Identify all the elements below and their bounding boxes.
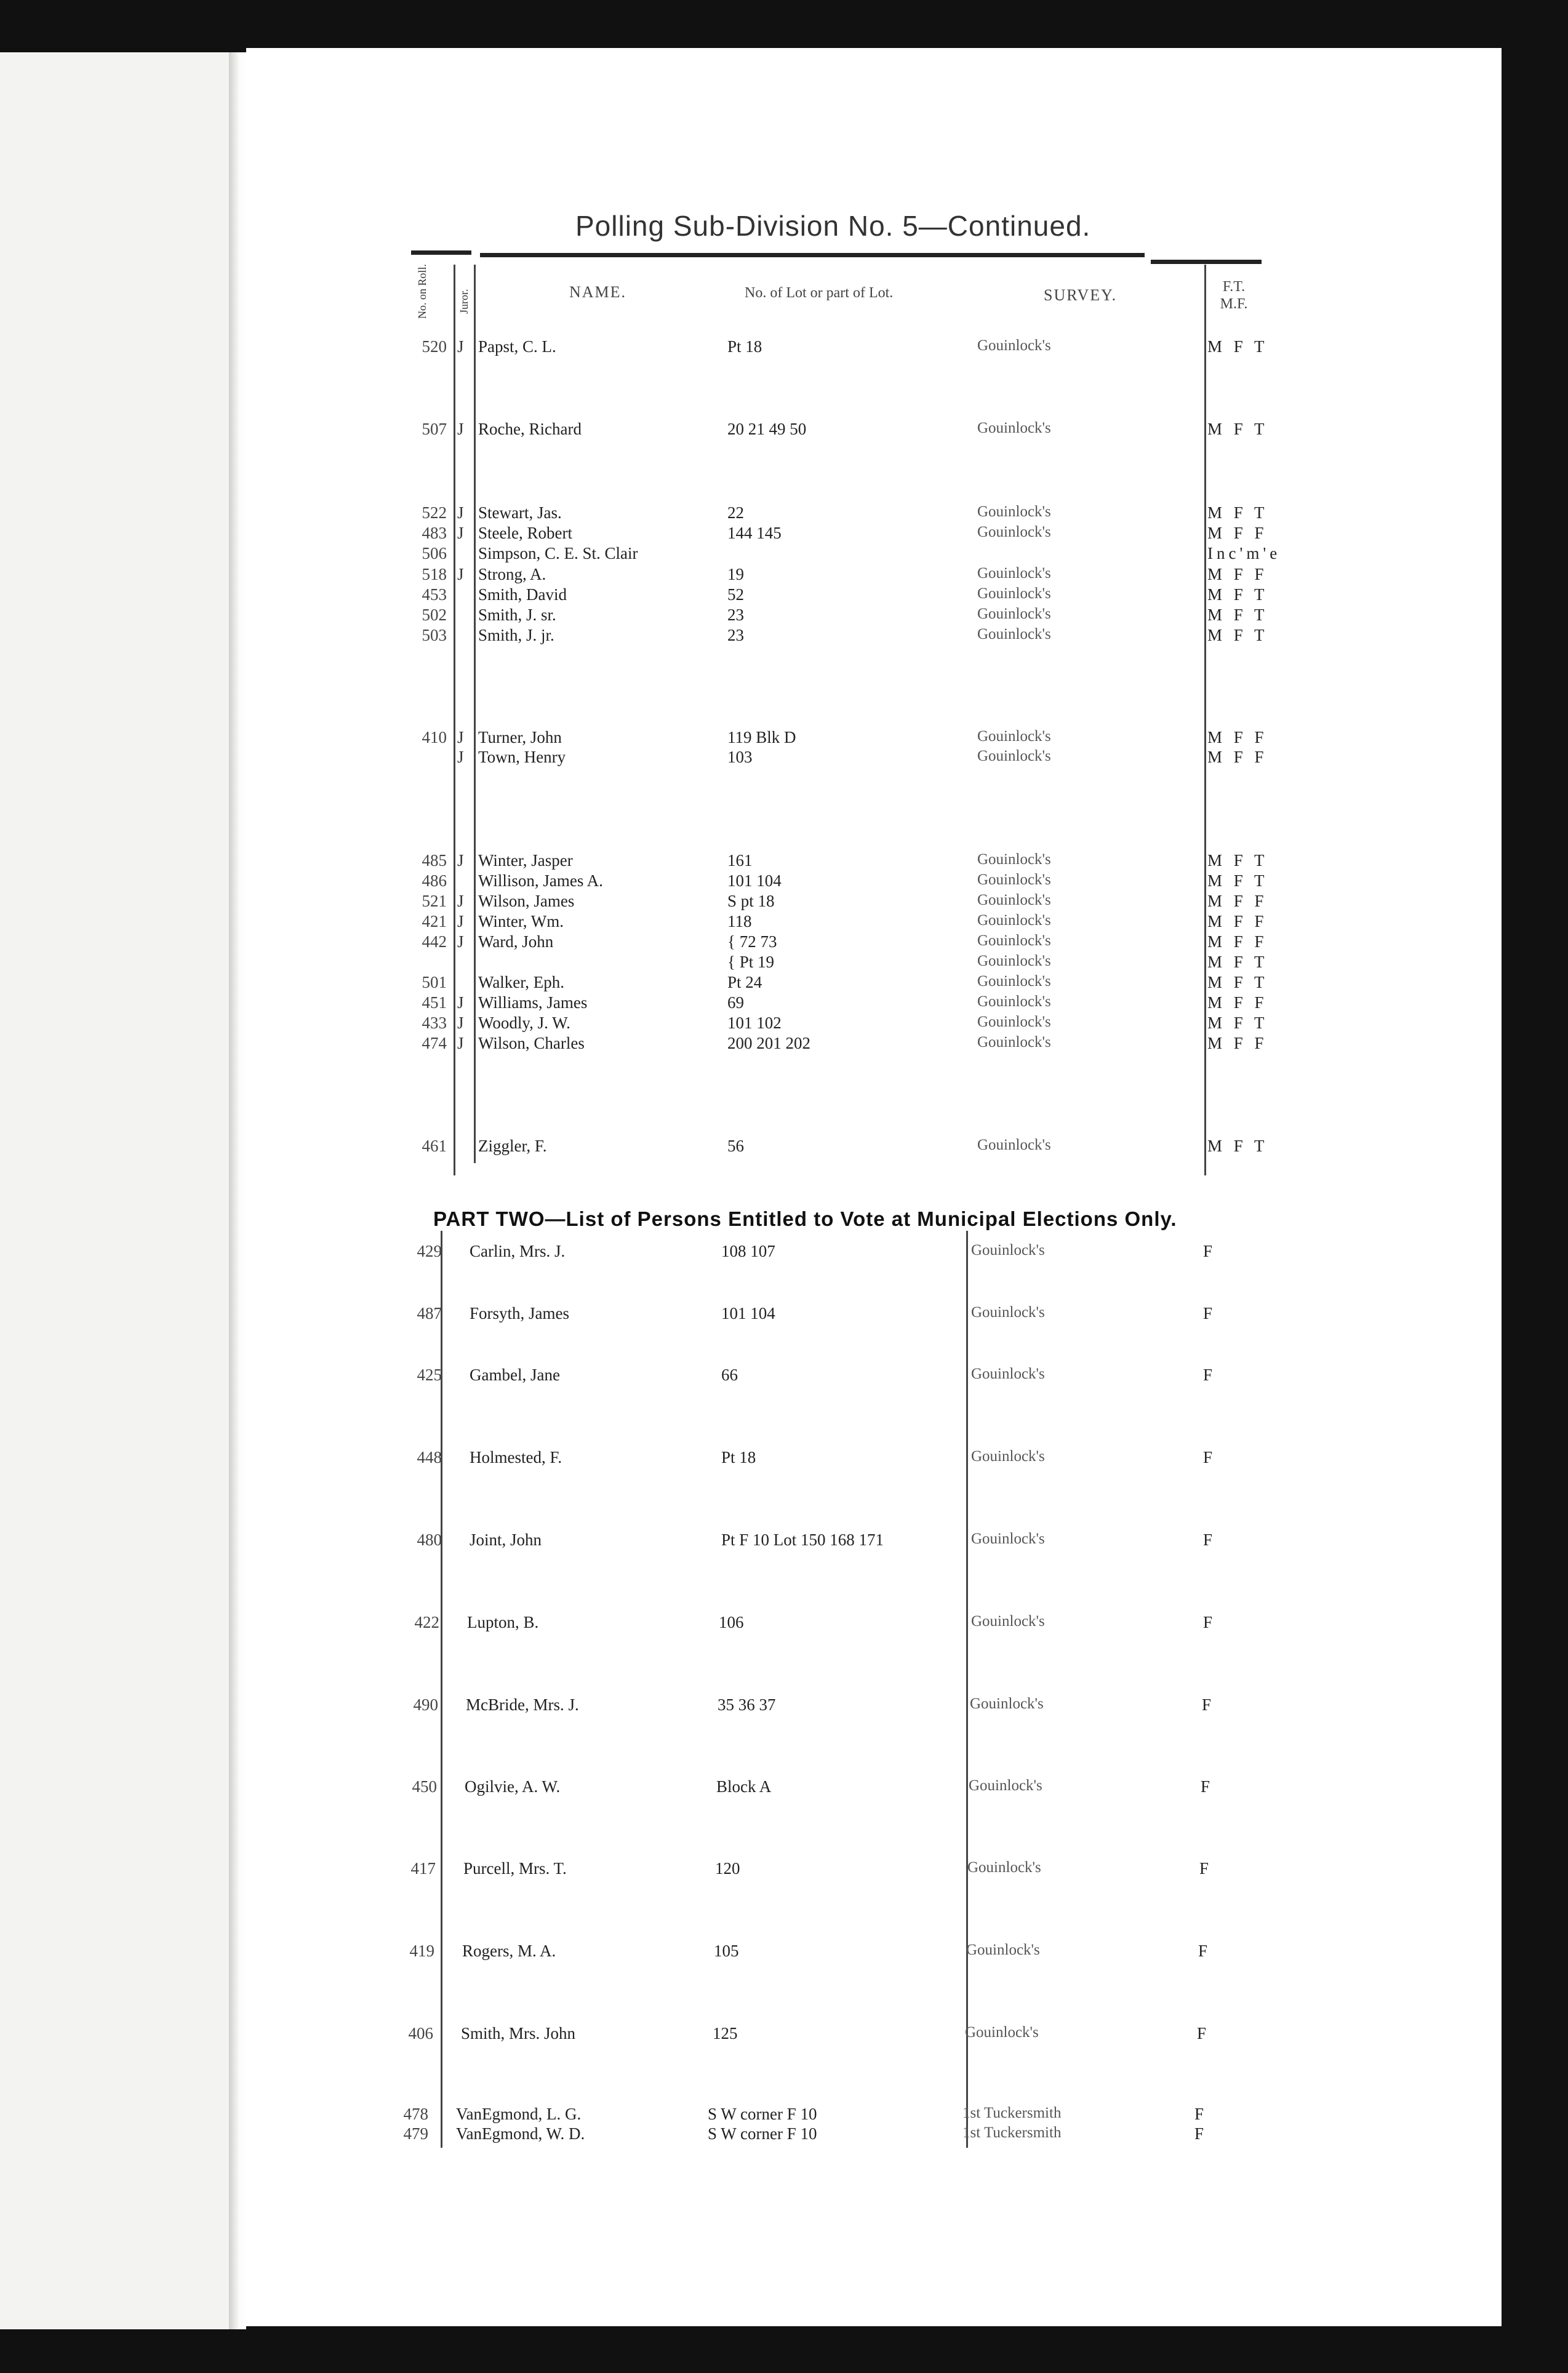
table-row	[0, 1777, 1568, 1799]
cell-lot: 101 104	[727, 871, 782, 890]
table-row	[0, 544, 1568, 566]
header-roll: No. on Roll.	[416, 263, 428, 319]
cell-roll: 480	[417, 1531, 442, 1549]
cell-roll: 506	[422, 544, 447, 562]
cell-ft: M F F	[1207, 892, 1268, 910]
cell-lot: Pt 18	[727, 337, 762, 356]
cell-lot: 120	[715, 1859, 740, 1878]
cell-roll: 417	[410, 1859, 436, 1878]
header-survey: SURVEY.	[1044, 286, 1118, 304]
cell-ft: M F F	[1207, 932, 1268, 951]
cell-name: Ogilvie, A. W.	[465, 1777, 561, 1796]
table-row	[0, 503, 1568, 526]
cell-juror: J	[457, 420, 464, 438]
cell-ft: M F F	[1207, 748, 1268, 766]
cell-ft: F	[1199, 1859, 1213, 1878]
cell-roll: 486	[422, 871, 447, 890]
cell-survey: Gouinlock's	[977, 932, 1051, 949]
cell-name: Wilson, Charles	[478, 1034, 585, 1052]
cell-ft: M F T	[1207, 1014, 1268, 1032]
cell-ft: F	[1203, 1242, 1217, 1260]
table-row	[0, 1242, 1568, 1264]
cell-ft: M F T	[1207, 973, 1268, 991]
cell-survey: Gouinlock's	[977, 565, 1051, 582]
cell-roll: 442	[422, 932, 447, 951]
table-row	[0, 2105, 1568, 2127]
cell-juror: J	[457, 728, 464, 746]
cell-juror: J	[457, 748, 464, 766]
cell-ft: M F T	[1207, 871, 1268, 890]
cell-lot: 23	[727, 626, 744, 644]
cell-roll: 421	[422, 912, 447, 930]
cell-name: Forsyth, James	[470, 1304, 569, 1323]
table-row	[0, 1695, 1568, 1718]
cell-lot: 105	[714, 1942, 739, 1960]
cell-lot: Block A	[716, 1777, 772, 1796]
table-row	[0, 748, 1568, 770]
cell-survey: Gouinlock's	[977, 973, 1051, 990]
cell-name: VanEgmond, W. D.	[456, 2124, 585, 2143]
cell-ft: M F T	[1207, 851, 1268, 870]
table-row	[0, 337, 1568, 359]
cell-roll: 406	[408, 2024, 433, 2043]
page-gutter	[229, 52, 246, 2329]
header-rule-left	[411, 250, 471, 255]
table-row	[0, 892, 1568, 914]
cell-survey: 1st Tuckersmith	[962, 2105, 1062, 2121]
cell-survey: Gouinlock's	[977, 524, 1051, 540]
cell-survey: Gouinlock's	[970, 1695, 1044, 1712]
cell-name: Smith, David	[478, 585, 567, 604]
cell-ft: M F T	[1207, 626, 1268, 644]
cell-lot: 161	[727, 851, 753, 870]
cell-lot: 103	[727, 748, 753, 766]
cell-name: Turner, John	[478, 728, 562, 746]
cell-lot: 52	[727, 585, 744, 604]
table-row	[0, 606, 1568, 628]
cell-survey: Gouinlock's	[977, 1137, 1051, 1153]
cell-survey: Gouinlock's	[977, 626, 1051, 642]
cell-name: Ziggler, F.	[478, 1137, 547, 1155]
cell-juror: J	[457, 912, 464, 930]
cell-lot: S W corner F 10	[708, 2105, 817, 2123]
cell-lot: Pt 18	[721, 1448, 756, 1467]
cell-name: Papst, C. L.	[478, 337, 556, 356]
cell-juror: J	[457, 851, 464, 870]
header-rule-main	[480, 253, 1145, 257]
cell-roll: 503	[422, 626, 447, 644]
cell-ft: M F F	[1207, 993, 1268, 1012]
cell-name: Smith, J. sr.	[478, 606, 556, 624]
cell-survey: Gouinlock's	[977, 728, 1051, 745]
cell-name: Purcell, Mrs. T.	[463, 1859, 567, 1878]
cell-juror: J	[457, 337, 464, 356]
table-row	[0, 524, 1568, 546]
cell-name: Carlin, Mrs. J.	[470, 1242, 566, 1260]
table-row	[0, 1034, 1568, 1056]
table-row	[0, 1366, 1568, 1388]
cell-roll: 507	[422, 420, 447, 438]
table-row	[0, 993, 1568, 1015]
cell-lot: 108 107	[721, 1242, 775, 1260]
cell-survey: Gouinlock's	[977, 420, 1051, 436]
cell-survey: 1st Tuckersmith	[962, 2124, 1062, 2141]
cell-ft: M F T	[1207, 1137, 1268, 1155]
cell-survey: Gouinlock's	[977, 892, 1051, 908]
cell-ft: M F T	[1207, 503, 1268, 522]
cell-name: VanEgmond, L. G.	[456, 2105, 582, 2123]
cell-juror: J	[457, 1014, 464, 1032]
cell-name: Winter, Wm.	[478, 912, 564, 930]
cell-survey: Gouinlock's	[977, 851, 1051, 868]
cell-juror: J	[457, 993, 464, 1012]
cell-ft: F	[1194, 2105, 1208, 2123]
cell-roll: 520	[422, 337, 447, 356]
cell-lot: 56	[727, 1137, 744, 1155]
table-row	[0, 1942, 1568, 1964]
cell-survey: Gouinlock's	[977, 871, 1051, 888]
cell-name: Williams, James	[478, 993, 588, 1012]
cell-roll: 451	[422, 993, 447, 1012]
cell-roll: 522	[422, 503, 447, 522]
cell-lot: 20 21 49 50	[727, 420, 807, 438]
table-row	[0, 953, 1568, 975]
cell-roll: 501	[422, 973, 447, 991]
cell-name: Rogers, M. A.	[462, 1942, 556, 1960]
table-row	[0, 2024, 1568, 2046]
cell-name: Steele, Robert	[478, 524, 572, 542]
cell-survey: Gouinlock's	[966, 1942, 1040, 1958]
facing-page	[0, 52, 243, 2329]
cell-name: McBride, Mrs. J.	[466, 1695, 579, 1714]
cell-ft: F	[1203, 1613, 1217, 1631]
cell-ft: F	[1203, 1531, 1217, 1549]
cell-lot: 106	[719, 1613, 744, 1631]
cell-roll: 448	[417, 1448, 442, 1467]
cell-ft: F	[1203, 1448, 1217, 1467]
cell-name: Winter, Jasper	[478, 851, 573, 870]
cell-survey: Gouinlock's	[977, 503, 1051, 520]
table-row	[0, 1137, 1568, 1159]
cell-survey: Gouinlock's	[977, 606, 1051, 622]
cell-ft: M F T	[1207, 953, 1268, 971]
cell-lot: 19	[727, 565, 744, 583]
cell-lot: 144 145	[727, 524, 782, 542]
table-row	[0, 2124, 1568, 2147]
table-row	[0, 932, 1568, 954]
table-row	[0, 851, 1568, 873]
cell-name: Holmested, F.	[470, 1448, 562, 1467]
cell-juror: J	[457, 565, 464, 583]
cell-name: Joint, John	[470, 1531, 542, 1549]
cell-survey: Gouinlock's	[971, 1613, 1045, 1630]
cell-roll: 518	[422, 565, 447, 583]
table-row	[0, 728, 1568, 750]
table-row	[0, 1531, 1568, 1553]
cell-lot: 23	[727, 606, 744, 624]
cell-ft: F	[1203, 1304, 1217, 1323]
cell-name: Simpson, C. E. St. Clair	[478, 544, 638, 562]
cell-name: Wilson, James	[478, 892, 575, 910]
cell-roll: 490	[413, 1695, 438, 1714]
table-row	[0, 1014, 1568, 1036]
cell-roll: 478	[403, 2105, 428, 2123]
cell-juror: J	[457, 503, 464, 522]
table-row	[0, 973, 1568, 995]
cell-juror: J	[457, 892, 464, 910]
cell-ft: F	[1198, 1942, 1212, 1960]
header-lot: No. of Lot or part of Lot.	[745, 285, 894, 301]
cell-name: Strong, A.	[478, 565, 546, 583]
table-row	[0, 1448, 1568, 1470]
cell-ft: M F T	[1207, 606, 1268, 624]
cell-juror: J	[457, 932, 464, 951]
cell-ft: M F F	[1207, 524, 1268, 542]
cell-survey: Gouinlock's	[971, 1531, 1045, 1547]
cell-juror: J	[457, 524, 464, 542]
cell-roll: 479	[403, 2124, 428, 2143]
cell-survey: Gouinlock's	[977, 748, 1051, 764]
cell-ft: F	[1194, 2124, 1208, 2143]
cell-ft: Inc'm'e	[1207, 544, 1281, 562]
cell-lot: { 72 73	[727, 932, 777, 951]
cell-lot: 22	[727, 503, 744, 522]
cell-name: Roche, Richard	[478, 420, 582, 438]
cell-name: Town, Henry	[478, 748, 566, 766]
cell-name: Smith, Mrs. John	[461, 2024, 576, 2043]
cell-juror: J	[457, 1034, 464, 1052]
cell-lot: Pt F 10 Lot 150 168 171	[721, 1531, 884, 1549]
cell-survey: Gouinlock's	[977, 953, 1051, 969]
cell-survey: Gouinlock's	[971, 1366, 1045, 1382]
table-row	[0, 1859, 1568, 1881]
table-row	[0, 420, 1568, 442]
cell-ft: M F T	[1207, 585, 1268, 604]
cell-survey: Gouinlock's	[969, 1777, 1042, 1794]
cell-name: Gambel, Jane	[470, 1366, 560, 1384]
cell-lot: 119 Blk D	[727, 728, 796, 746]
cell-survey: Gouinlock's	[977, 585, 1051, 602]
table-row	[0, 1304, 1568, 1326]
header-rule-right	[1151, 260, 1262, 264]
cell-survey: Gouinlock's	[971, 1304, 1045, 1321]
cell-ft: F	[1201, 1777, 1214, 1796]
cell-roll: 521	[422, 892, 447, 910]
cell-name: Ward, John	[478, 932, 554, 951]
cell-survey: Gouinlock's	[971, 1448, 1045, 1465]
cell-ft: M F F	[1207, 728, 1268, 746]
cell-roll: 425	[417, 1366, 442, 1384]
cell-name: Willison, James A.	[478, 871, 603, 890]
cell-survey: Gouinlock's	[967, 1859, 1041, 1876]
cell-survey: Gouinlock's	[971, 1242, 1045, 1259]
cell-roll: 419	[409, 1942, 434, 1960]
cell-roll: 474	[422, 1034, 447, 1052]
cell-ft: F	[1203, 1366, 1217, 1384]
cell-ft: F	[1202, 1695, 1215, 1714]
cell-roll: 502	[422, 606, 447, 624]
cell-lot: 101 104	[721, 1304, 775, 1323]
cell-lot: 66	[721, 1366, 738, 1384]
cell-lot: 101 102	[727, 1014, 782, 1032]
cell-name: Stewart, Jas.	[478, 503, 562, 522]
cell-survey: Gouinlock's	[977, 1014, 1051, 1030]
cell-roll: 410	[422, 728, 447, 746]
cell-name: Smith, J. jr.	[478, 626, 554, 644]
cell-roll: 453	[422, 585, 447, 604]
cell-name: Woodly, J. W.	[478, 1014, 570, 1032]
header-name: NAME.	[569, 283, 627, 301]
cell-lot: Pt 24	[727, 973, 762, 991]
cell-name: Lupton, B.	[467, 1613, 539, 1631]
cell-ft: M F F	[1207, 1034, 1268, 1052]
cell-ft: M F T	[1207, 337, 1268, 356]
document-page	[246, 48, 1502, 2326]
cell-ft: M F F	[1207, 912, 1268, 930]
header-ft: F.T. M.F.	[1220, 279, 1248, 312]
cell-lot: S W corner F 10	[708, 2124, 817, 2143]
cell-roll: 429	[417, 1242, 442, 1260]
cell-name: Walker, Eph.	[478, 973, 564, 991]
table-row	[0, 1613, 1568, 1635]
header-juror: Juror.	[458, 289, 470, 314]
part-two-heading: PART TWO—List of Persons Entitled to Vote at Municipal Elections Only.	[433, 1207, 1177, 1230]
cell-roll: 461	[422, 1137, 447, 1155]
cell-roll: 433	[422, 1014, 447, 1032]
cell-lot: 125	[713, 2024, 738, 2043]
cell-roll: 485	[422, 851, 447, 870]
cell-lot: 35 36 37	[718, 1695, 776, 1714]
cell-roll: 450	[412, 1777, 437, 1796]
table-row	[0, 585, 1568, 607]
table-row	[0, 565, 1568, 587]
cell-lot: 200 201 202	[727, 1034, 810, 1052]
cell-survey: Gouinlock's	[965, 2024, 1039, 2041]
cell-survey: Gouinlock's	[977, 993, 1051, 1010]
cell-lot: 69	[727, 993, 744, 1012]
cell-roll: 487	[417, 1304, 442, 1323]
cell-lot: 118	[727, 912, 752, 930]
table-row	[0, 626, 1568, 648]
cell-survey: Gouinlock's	[977, 1034, 1051, 1050]
cell-ft: M F T	[1207, 420, 1268, 438]
cell-roll: 483	[422, 524, 447, 542]
table-row	[0, 871, 1568, 894]
cell-survey: Gouinlock's	[977, 912, 1051, 929]
page-title: Polling Sub-Division No. 5—Continued.	[575, 210, 1091, 242]
cell-survey: Gouinlock's	[977, 337, 1051, 354]
cell-ft: F	[1197, 2024, 1210, 2043]
cell-lot: { Pt 19	[727, 953, 774, 971]
cell-ft: M F F	[1207, 565, 1268, 583]
table-row	[0, 912, 1568, 934]
cell-roll: 422	[414, 1613, 439, 1631]
cell-lot: S pt 18	[727, 892, 775, 910]
